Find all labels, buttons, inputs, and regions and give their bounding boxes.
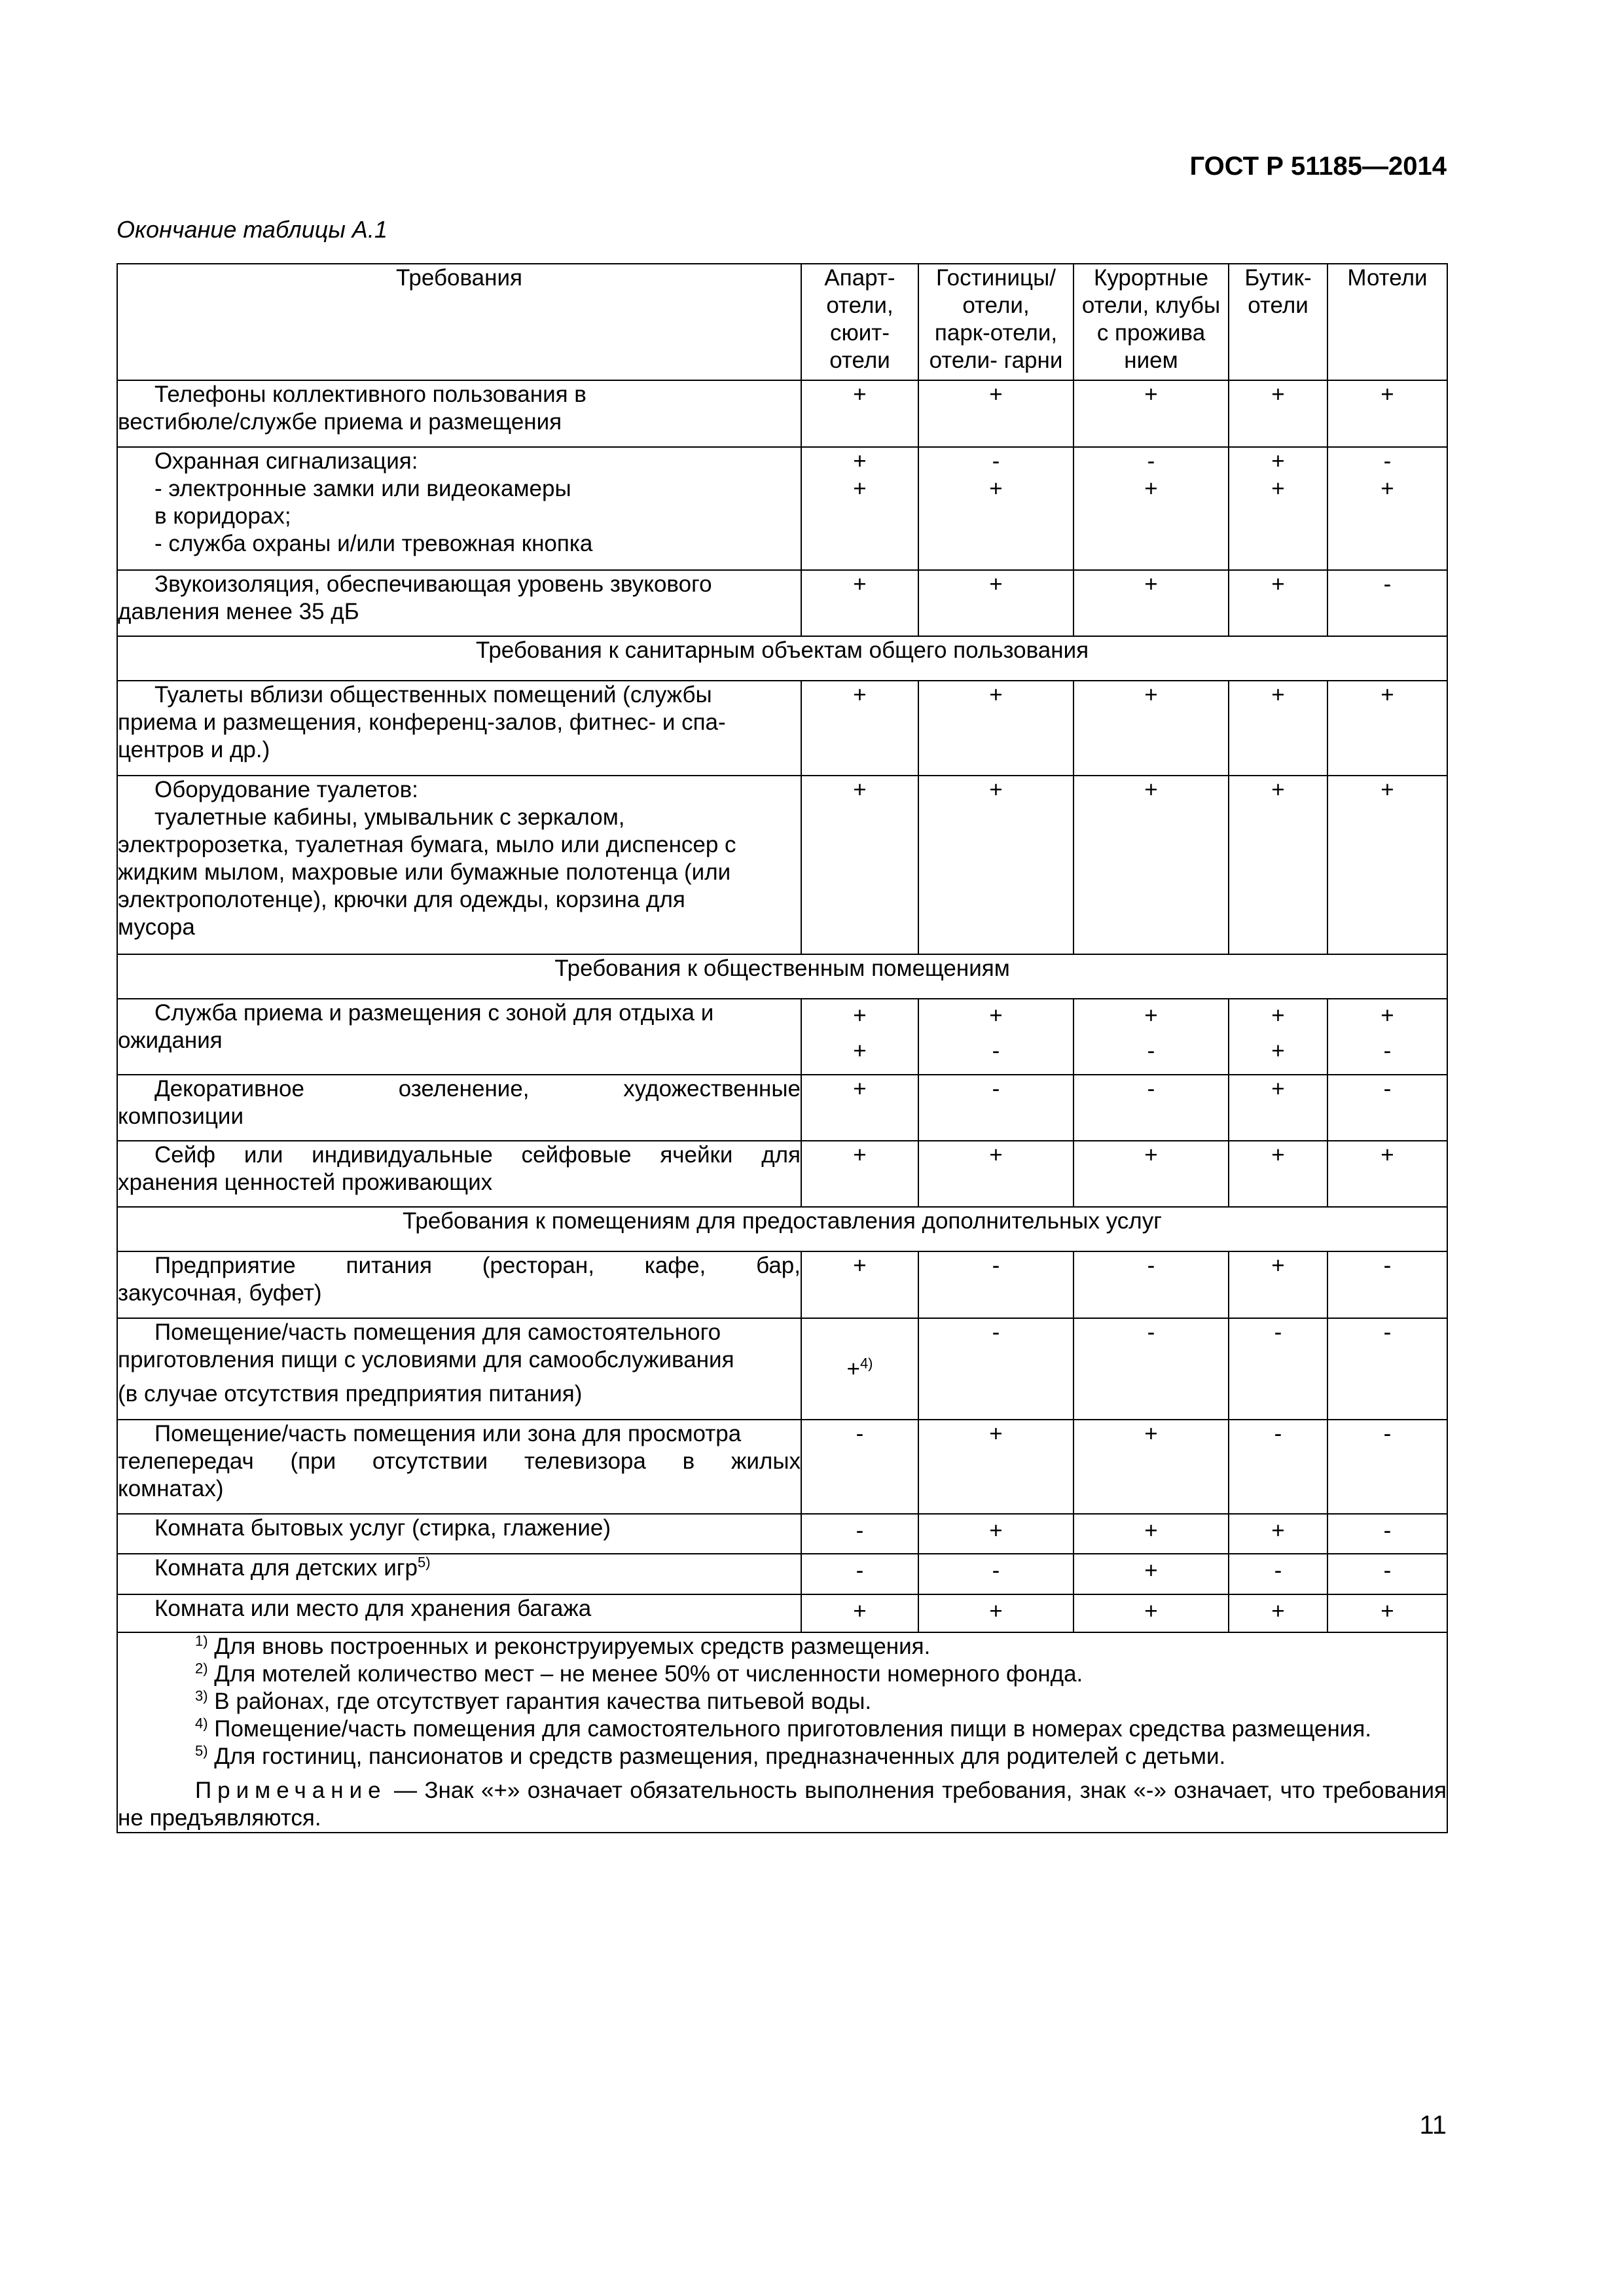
mark-value: +	[846, 1355, 860, 1382]
mark-cell	[1229, 447, 1327, 570]
page-number: 11	[1419, 2111, 1447, 2140]
requirement-line	[118, 1554, 801, 1582]
mark-cell: +	[801, 776, 918, 954]
footnote-number: 1)	[195, 1632, 208, 1649]
mark-value: +	[853, 448, 867, 474]
mark-cell: -	[1229, 1420, 1327, 1514]
mark-cell: +	[801, 681, 918, 776]
mark-cell: -	[1074, 1251, 1229, 1318]
mark-cell: -	[1327, 1075, 1447, 1141]
requirement-line: туалетные кабины, умывальник с зеркалом,	[154, 804, 625, 830]
requirement-line: Телефоны коллективного пользования в	[154, 382, 586, 407]
mark-cell: -	[1229, 1318, 1327, 1420]
mark-cell: +	[801, 1075, 918, 1141]
mark-cell: +	[1229, 776, 1327, 954]
footnote-number: 3)	[195, 1687, 208, 1704]
mark-cell: +	[1229, 681, 1327, 776]
requirement-line: жидким мылом, махровые или бумажные полотенца (или	[118, 859, 731, 885]
requirement-cell	[117, 570, 801, 636]
mark-cell: +	[1327, 380, 1447, 447]
section-row	[117, 636, 1447, 681]
mark-cell: +	[1229, 1075, 1327, 1141]
table-caption: Окончание таблицы А.1	[117, 216, 388, 243]
table-row	[117, 1141, 1447, 1207]
requirement-line: приема и размещения, конференц-залов, фитнес- и спа-	[118, 709, 726, 735]
column-header-line: Бутик-	[1244, 265, 1312, 291]
footnote-text: Для мотелей количество мест – не менее 50% от численности номерного фонда.	[214, 1661, 1083, 1687]
mark-value: +	[1380, 476, 1394, 501]
footnote-number: 2)	[195, 1660, 208, 1677]
footnote-3	[118, 1688, 1447, 1715]
table-row	[117, 681, 1447, 776]
requirement-line: Служба приема и размещения с зоной для отдыха и	[154, 1000, 714, 1026]
column-header-line: отели,	[962, 293, 1030, 318]
column-header-line: Курортные	[1093, 265, 1209, 291]
footnote-number: 5)	[195, 1742, 208, 1759]
requirements-table	[117, 263, 1448, 1833]
mark-cell	[801, 1318, 918, 1420]
mark-cell: +	[918, 681, 1074, 776]
mark-cell	[1327, 447, 1447, 570]
table-header-row	[117, 264, 1447, 380]
table-row	[117, 447, 1447, 570]
footnote-number: 4)	[195, 1715, 208, 1732]
column-header-line: отели	[1248, 293, 1308, 318]
mark-value: +	[853, 476, 867, 501]
requirement-line: электророзетка, туалетная бумага, мыло или диспенсер с	[118, 832, 736, 857]
mark-cell: +	[1229, 1514, 1327, 1554]
requirement-cell	[117, 380, 801, 447]
mark-value: -	[1383, 448, 1392, 474]
footnote-5	[118, 1743, 1447, 1770]
mark-value: -	[992, 448, 1000, 474]
mark-cell: -	[1327, 1251, 1447, 1318]
requirement-line: центров и др.)	[118, 737, 270, 762]
requirement-line: Комната бытовых услуг (стирка, глажение)	[154, 1515, 611, 1541]
column-header-line: отели	[829, 348, 890, 373]
footnote-text: Для гостиниц, пансионатов и средств размещения, предназначенных для родителей с детьми.	[214, 1744, 1226, 1769]
note-text: — Знак «+» означает обязательность выполнения требования, знак «-» означает, что требования не предъявляются.	[118, 1778, 1447, 1831]
mark-value: +	[1144, 1003, 1158, 1028]
requirement-cell	[117, 1318, 801, 1420]
mark-value: +	[853, 1003, 867, 1028]
requirement-line: электрополотенце), крючки для одежды, корзина для	[118, 887, 685, 912]
table-row	[117, 1075, 1447, 1141]
mark-cell	[918, 999, 1074, 1075]
requirement-line: - электронные замки или видеокамеры	[154, 476, 571, 501]
mark-value: +	[1144, 476, 1158, 501]
requirement-line: Комната или место для хранения багажа	[154, 1596, 592, 1621]
section-heading: Требования к помещениям для предоставления дополнительных услуг	[117, 1207, 1447, 1251]
column-header-line: нием	[1124, 348, 1178, 373]
mark-cell: +	[1074, 1554, 1229, 1594]
requirement-cell	[117, 1251, 801, 1318]
requirement-cell	[117, 1594, 801, 1632]
section-row	[117, 954, 1447, 999]
section-heading: Требования к санитарным объектам общего пользования	[117, 636, 1447, 681]
table-row	[117, 570, 1447, 636]
mark-cell: +	[918, 570, 1074, 636]
requirement-line: Звукоизоляция, обеспечивающая уровень звукового	[154, 571, 712, 597]
requirement-cell	[117, 1075, 801, 1141]
requirement-line: в коридорах;	[154, 503, 291, 529]
column-header-line: парк-отели,	[934, 320, 1058, 346]
requirement-cell	[117, 999, 801, 1075]
requirement-line: Декоративное озеленение, художественные	[154, 1076, 801, 1102]
mark-value: -	[992, 1038, 1000, 1064]
mark-cell: +	[1074, 776, 1229, 954]
column-header-line: отели,	[826, 293, 893, 318]
mark-cell: +	[1327, 681, 1447, 776]
column-header-apart-hotels	[801, 264, 918, 380]
requirement-line: телепередач (при отсутствии телевизора в жилых	[118, 1448, 801, 1474]
requirement-line: мусора	[118, 914, 195, 940]
footnotes-cell	[117, 1632, 1447, 1833]
mark-cell: -	[918, 1251, 1074, 1318]
mark-cell: +	[1327, 1141, 1447, 1207]
mark-cell: -	[1327, 1554, 1447, 1594]
mark-cell: +	[801, 1251, 918, 1318]
footnote-2	[118, 1660, 1447, 1688]
mark-cell: -	[1327, 570, 1447, 636]
table-note	[118, 1777, 1447, 1832]
mark-cell	[801, 999, 918, 1075]
table-row	[117, 380, 1447, 447]
column-header-requirements: Требования	[117, 264, 801, 380]
mark-value: +	[1271, 1003, 1285, 1028]
table-row	[117, 1554, 1447, 1594]
requirement-cell	[117, 1141, 801, 1207]
footnotes-row	[117, 1632, 1447, 1833]
mark-value: +	[1271, 1038, 1285, 1064]
mark-value: -	[1383, 1038, 1392, 1064]
mark-cell: +	[918, 1594, 1074, 1632]
column-header-resort-hotels	[1074, 264, 1229, 380]
column-header-boutique-hotels	[1229, 264, 1327, 380]
mark-cell: -	[1074, 1075, 1229, 1141]
mark-cell: +	[801, 570, 918, 636]
requirement-cell	[117, 776, 801, 954]
column-header-motels: Мотели	[1327, 264, 1447, 380]
column-header-line: Апарт-	[824, 265, 895, 291]
requirement-line: Охранная сигнализация:	[154, 448, 418, 474]
mark-cell	[1074, 999, 1229, 1075]
column-header-line: отели, клубы	[1081, 293, 1221, 318]
requirement-cell	[117, 681, 801, 776]
mark-cell: -	[1327, 1420, 1447, 1514]
footnote-ref: 4)	[859, 1354, 873, 1371]
mark-cell: +	[1229, 570, 1327, 636]
mark-value: -	[1147, 448, 1155, 474]
table-row	[117, 776, 1447, 954]
mark-cell: +	[801, 1141, 918, 1207]
footnote-text: Для вновь построенных и реконструируемых средств размещения.	[214, 1634, 931, 1659]
mark-cell: +	[801, 1594, 918, 1632]
table-row	[117, 999, 1447, 1075]
section-row	[117, 1207, 1447, 1251]
column-header-line: с прожива	[1096, 320, 1206, 346]
mark-value: +	[1380, 1003, 1394, 1028]
mark-value: -	[1147, 1038, 1155, 1064]
mark-cell: +	[918, 380, 1074, 447]
requirement-line: комнатах)	[118, 1476, 224, 1501]
mark-cell: -	[1074, 1318, 1229, 1420]
mark-value: +	[853, 1038, 867, 1064]
footnote-ref: 5)	[418, 1554, 431, 1571]
requirement-cell	[117, 447, 801, 570]
note-label: Примечание	[195, 1778, 387, 1803]
mark-cell	[1229, 999, 1327, 1075]
mark-cell: -	[918, 1075, 1074, 1141]
mark-value: +	[989, 476, 1003, 501]
mark-cell: +	[918, 1514, 1074, 1554]
mark-cell: +	[1229, 1141, 1327, 1207]
requirement-line: Сейф или индивидуальные сейфовые ячейки для	[154, 1142, 801, 1168]
table-row	[117, 1420, 1447, 1514]
mark-cell: +	[1074, 1141, 1229, 1207]
mark-cell: +	[1074, 1514, 1229, 1554]
section-heading: Требования к общественным помещениям	[117, 954, 1447, 999]
mark-cell: -	[1327, 1318, 1447, 1420]
column-header-line: отели- гарни	[929, 348, 1063, 373]
mark-cell: -	[801, 1514, 918, 1554]
column-header-line: Гостиницы/	[936, 265, 1056, 291]
requirement-line: Помещение/часть помещения для самостоятельного	[154, 1319, 721, 1345]
table-row	[117, 1514, 1447, 1554]
mark-cell: +	[1229, 380, 1327, 447]
mark-cell: +	[1327, 776, 1447, 954]
mark-cell: +	[1229, 1251, 1327, 1318]
requirement-line: композиции	[118, 1103, 244, 1129]
mark-cell	[1074, 447, 1229, 570]
mark-cell: -	[1327, 1514, 1447, 1554]
mark-cell: +	[1074, 570, 1229, 636]
mark-cell	[801, 447, 918, 570]
requirement-line: приготовления пищи с условиями для самообслуживания	[118, 1347, 734, 1372]
requirement-line: давления менее 35 дБ	[118, 599, 359, 624]
mark-cell: +	[1074, 1420, 1229, 1514]
footnote-1	[118, 1633, 1447, 1660]
mark-cell: +	[918, 1420, 1074, 1514]
requirement-cell	[117, 1554, 801, 1594]
mark-cell: +	[1074, 380, 1229, 447]
table-body	[117, 380, 1447, 1833]
footnote-text: Помещение/часть помещения для самостоятельного приготовления пищи в номерах средства размещения.	[214, 1716, 1372, 1742]
column-header-hotels	[918, 264, 1074, 380]
mark-cell: +	[1074, 681, 1229, 776]
requirement-line: (в случае отсутствия предприятия питания)	[118, 1381, 583, 1407]
mark-cell: +	[1229, 1594, 1327, 1632]
requirement-line: закусочная, буфет)	[118, 1280, 322, 1306]
requirement-line: Помещение/часть помещения или зона для просмотра	[154, 1421, 742, 1446]
mark-cell: -	[918, 1554, 1074, 1594]
mark-cell: -	[1229, 1554, 1327, 1594]
mark-value: +	[989, 1003, 1003, 1028]
requirement-line: Оборудование туалетов:	[154, 777, 418, 802]
requirement-text: Комната для детских игр	[154, 1555, 418, 1581]
mark-cell: +	[1327, 1594, 1447, 1632]
mark-cell: +	[1074, 1594, 1229, 1632]
requirement-line: - служба охраны и/или тревожная кнопка	[154, 531, 593, 556]
footnote-text: В районах, где отсутствует гарантия качества питьевой воды.	[214, 1689, 872, 1714]
mark-cell: -	[801, 1554, 918, 1594]
requirement-line: Туалеты вблизи общественных помещений (службы	[154, 682, 712, 708]
mark-cell	[1327, 999, 1447, 1075]
requirement-line: хранения ценностей проживающих	[118, 1170, 493, 1195]
table-row	[117, 1318, 1447, 1420]
table-row	[117, 1594, 1447, 1632]
standard-designation: ГОСТ Р 51185—2014	[1189, 152, 1447, 181]
mark-cell: -	[918, 1318, 1074, 1420]
requirement-line: ожидания	[118, 1028, 223, 1053]
requirement-cell	[117, 1420, 801, 1514]
requirement-line: вестибюле/службе приема и размещения	[118, 409, 562, 435]
column-header-line: сюит-	[830, 320, 890, 346]
mark-cell	[918, 447, 1074, 570]
mark-cell: +	[918, 1141, 1074, 1207]
requirement-cell	[117, 1514, 801, 1554]
mark-value: +	[1271, 448, 1285, 474]
table-row	[117, 1251, 1447, 1318]
mark-cell: -	[801, 1420, 918, 1514]
mark-cell: +	[801, 380, 918, 447]
requirement-line: Предприятие питания (ресторан, кафе, бар,	[154, 1253, 801, 1278]
mark-value: +	[1271, 476, 1285, 501]
mark-cell: +	[918, 776, 1074, 954]
footnote-4	[118, 1715, 1447, 1743]
